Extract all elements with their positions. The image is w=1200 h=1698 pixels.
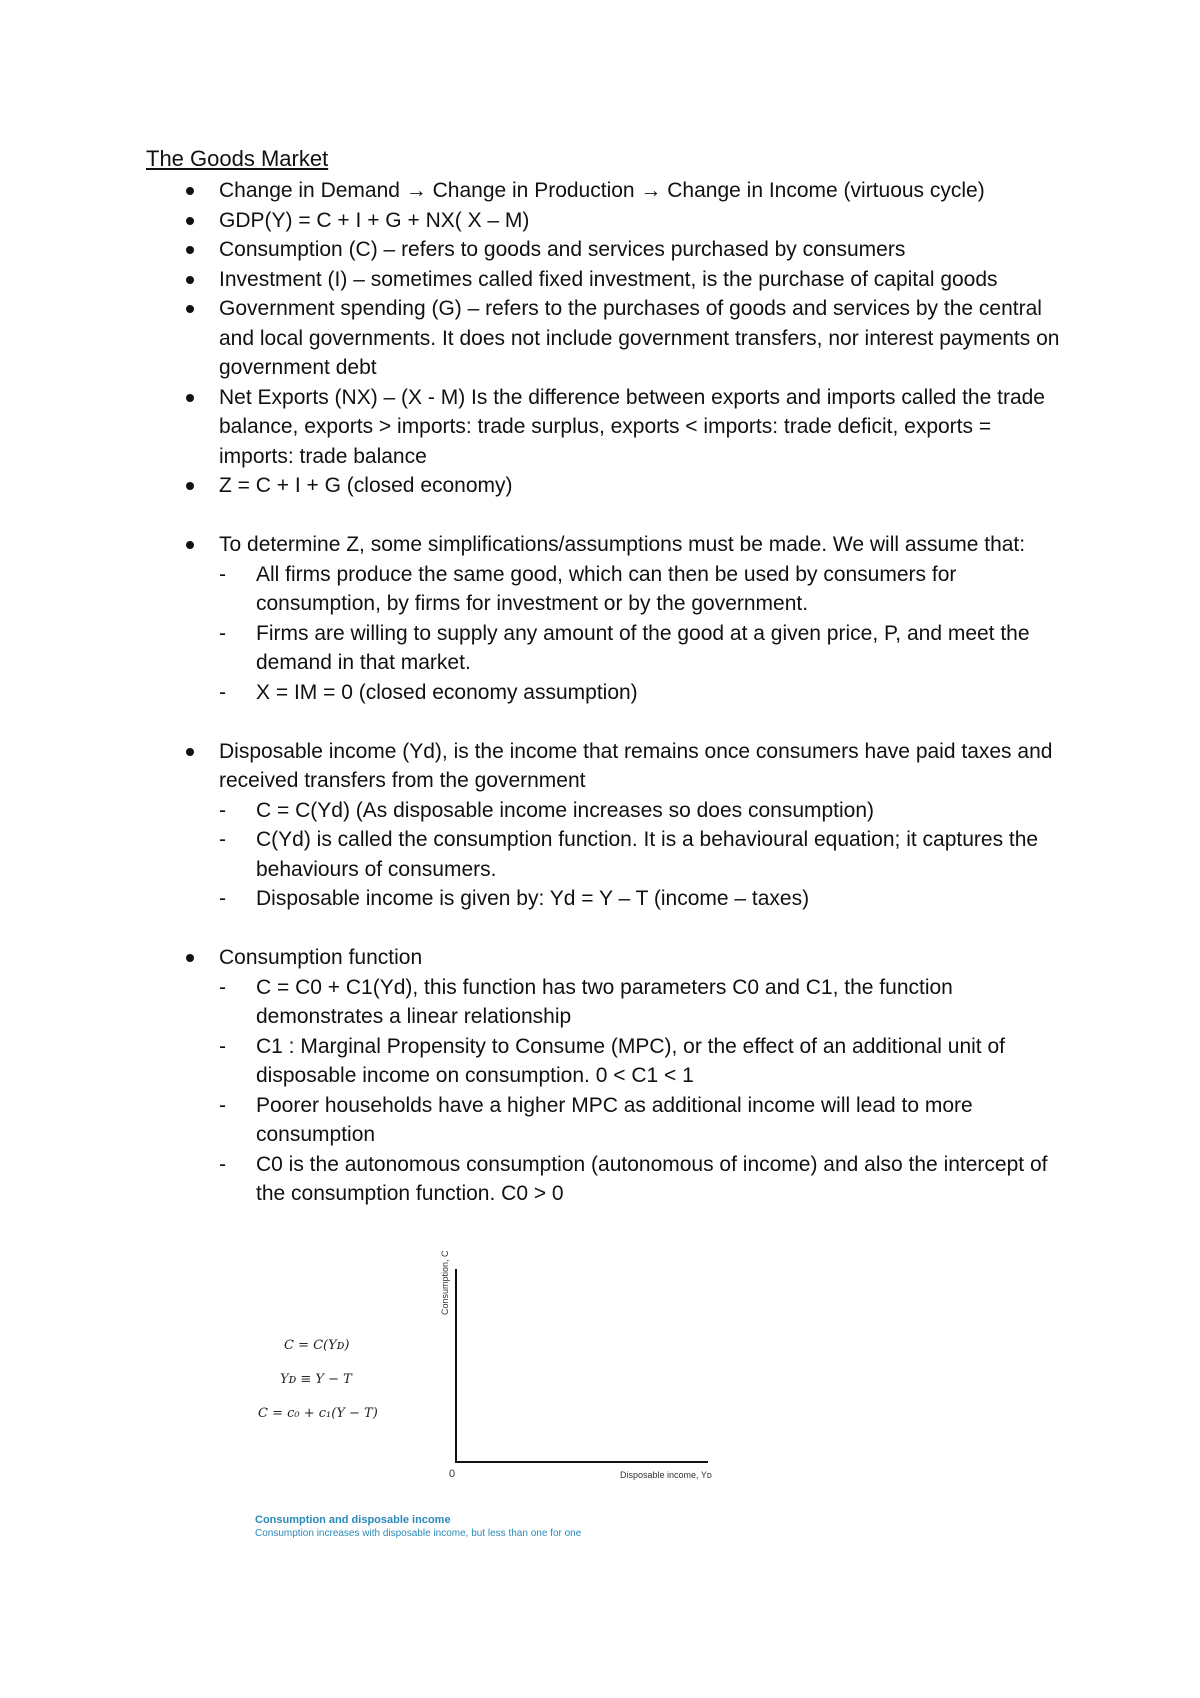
sub-list-item: - Firms are willing to supply any amount of the good at a given price, P, and meet the demand in that market.	[219, 619, 1066, 678]
y-axis	[455, 1269, 457, 1463]
sub-list-item: - C = C0 + C1(Yd), this function has two parameters C0 and C1, the function demonstrates a linear relationship	[219, 973, 1066, 1032]
sub-list-item: - C1 : Marginal Propensity to Consume (MPC), or the effect of an additional unit of disposable income on consumption. 0 < C1 < 1	[219, 1032, 1066, 1091]
equation-linear-consumption: C = c₀ + c₁(Y − T)	[258, 1406, 378, 1421]
consumption-figure	[250, 1250, 720, 1545]
equation-disposable-income: Yᴅ ≡ Y − T	[280, 1372, 352, 1387]
list-item-consumption-function	[146, 943, 1066, 1209]
sub-list	[219, 796, 1066, 914]
origin-label: 0	[449, 1468, 456, 1480]
list-item: Government spending (G) – refers to the purchases of goods and services by the central and local governments. It does not include government transfers, nor interest payments on government debt	[146, 294, 1066, 383]
x-axis-label: Disposable income, Yᴅ	[620, 1470, 712, 1480]
bullet-list	[146, 176, 1066, 1209]
list-item-assumptions	[146, 530, 1066, 707]
list-item: GDP(Y) = C + I + G + NX( X – M)	[146, 206, 1066, 236]
figure-caption-title: Consumption and disposable income	[255, 1514, 451, 1526]
list-item: Investment (I) – sometimes called fixed investment, is the purchase of capital goods	[146, 265, 1066, 295]
list-item: Change in Demand → Change in Production → Change in Income (virtuous cycle)	[146, 176, 1066, 206]
sub-list-item: - All firms produce the same good, which can then be used by consumers for consumption, by firms for investment or by the government.	[219, 560, 1066, 619]
sub-list-item: - C(Yd) is called the consumption function. It is a behavioural equation; it captures the behaviours of consumers.	[219, 825, 1066, 884]
sub-list	[219, 973, 1066, 1209]
equation-consumption: C = C(Yᴅ)	[284, 1338, 350, 1353]
list-item: Consumption (C) – refers to goods and services purchased by consumers	[146, 235, 1066, 265]
notes-body	[146, 176, 1066, 1209]
sub-list-item: - Poorer households have a higher MPC as additional income will lead to more consumption	[219, 1091, 1066, 1150]
page-title: The Goods Market	[146, 146, 329, 171]
x-axis	[455, 1461, 708, 1463]
y-axis-label: Consumption, C	[440, 1250, 450, 1315]
list-item: Net Exports (NX) – (X - M) Is the difference between exports and imports called the trade balance, exports > imports: trade surplus, exports < imports: trade deficit, exports = imports: trade balance	[146, 383, 1066, 472]
sub-list-item: - X = IM = 0 (closed economy assumption)	[219, 678, 1066, 708]
list-item-disposable-income	[146, 737, 1066, 914]
list-item-text: To determine Z, some simplifications/assumptions must be made. We will assume that:	[219, 533, 1026, 556]
sub-list	[219, 560, 1066, 708]
sub-list-item: - Disposable income is given by: Yd = Y – T (income – taxes)	[219, 884, 1066, 914]
list-item-text: Consumption function	[219, 946, 423, 969]
list-item-text: Disposable income (Yd), is the income that remains once consumers have paid taxes and received transfers from the government	[219, 739, 1053, 792]
sub-list-item: - C0 is the autonomous consumption (autonomous of income) and also the intercept of the consumption function. C0 > 0	[219, 1150, 1066, 1209]
figure-caption-subtitle: Consumption increases with disposable income, but less than one for one	[255, 1528, 582, 1539]
list-item: Z = C + I + G (closed economy)	[146, 471, 1066, 501]
sub-list-item: - C = C(Yd) (As disposable income increases so does consumption)	[219, 796, 1066, 826]
